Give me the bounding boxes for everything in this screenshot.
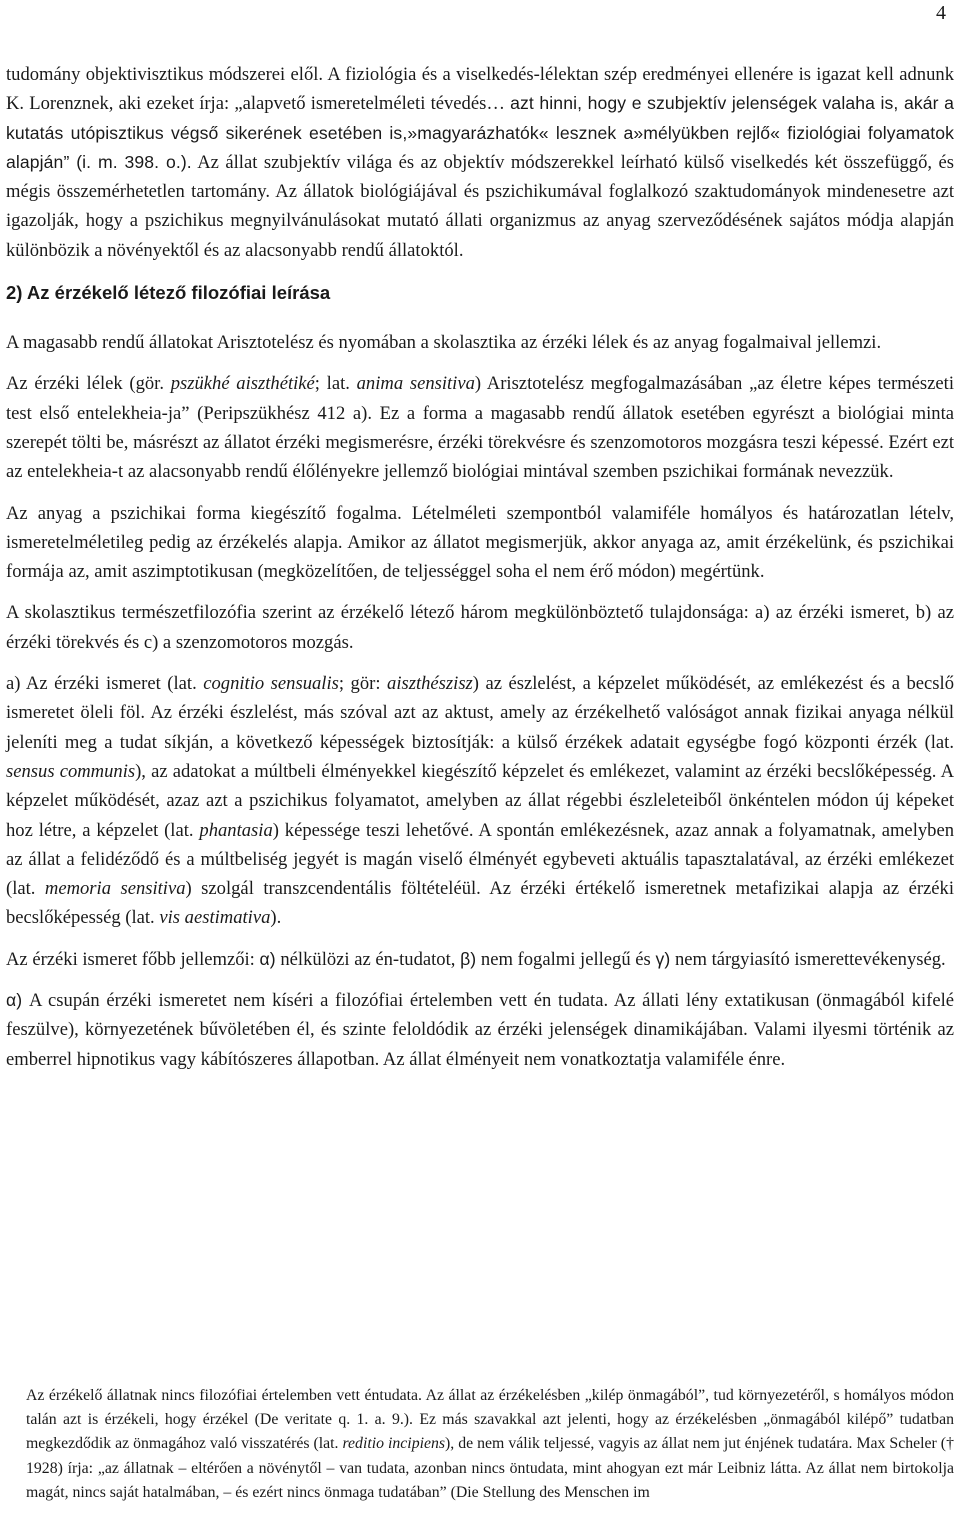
text: ) képessége teszi lehetővé. A spontán emlékezésnek, azaz annak a folyamatnak, amelyben az állat a felidéződő és a múltbeliség jegyét is magán viselő élményét egybeveti aktuális tapasztalatával, az érzéki emlékezet (lat. xyxy=(6,819,954,900)
paragraph-three-properties: A skolasztikus természetfilozófia szerint az érzékelő létező három megkülönböztető tulajdonsága: a) az érzéki ismeret, b) az érzéki törekvés és c) a szenzomotoros mozgás. xyxy=(6,602,954,653)
paragraph-matter: Az anyag a pszichikai forma kiegészítő fogalma. Lételméleti szempontból valamiféle homályos és határozatlan lételv, ismeretelméletileg pedig az érzékelés alapja. Amikor az állatot megismerjük, akkor anyaga az, amit érzékelünk, és pszichikai formája az, amit aszimptotikusan (megközelítően, de teljességgel soha el nem érő módon) megértünk. xyxy=(6,502,954,583)
latin-term: vis aestimativa xyxy=(159,907,271,929)
paragraph-intro xyxy=(6,60,954,265)
paragraph-aristotle: A magasabb rendű állatokat Arisztotelész és nyomában a skolasztika az érzéki lélek és az anyag fogalmaival jellemzi. xyxy=(6,332,882,354)
greek-term: aiszthészisz xyxy=(387,673,473,695)
greek-letter: β) xyxy=(460,948,477,969)
text: ) az észlelést, a képzelet működését, az emlékezést és a becslő ismeretet öleli föl. Az érzéki észlelést, más szóval azt az aktust, amely az érzékelhető valóságot annak fizikai anyaga nélkül jeleníti meg a tudat síkján, a következő képességek biztosítják: a külső érzékek adatait egységbe fogó központi érzék (lat. xyxy=(6,673,954,753)
greek-letter: γ) xyxy=(655,948,671,969)
greek-letter: α) xyxy=(259,948,276,969)
footnote xyxy=(26,1384,954,1505)
intro-text-1: tudomány objektivisztikus módszerei elől. A fiziológia és a viselkedés-lélektan szép eredményei ellenére is igazat kell adnunk K. Lorenznek, aki ezeket írja: „alapvető ismeretelméleti tévedés… xyxy=(6,64,954,115)
text: Az érzéki ismeret főbb jellemzői: xyxy=(6,948,260,970)
paragraph-sensitive-soul xyxy=(6,369,954,486)
text: ) Arisztotelész megfogalmazásában „az életre képes természeti test első entelekheia-ja” (Peripszükhész 412 a). Ez a forma a magasabb rendű állatok esetében egyrészt a biológiai minta szerepét tölti be, másrészt az állatot érzéki megismerésre, érzéki törekvésre és szenzomotoros mozgásra teszi képessé. Ezért ezt az entelekheia-t az alacsonyabb rendű élőlényekre jellemző biológiai mintával szemben pszichikai formának nevezzük. xyxy=(6,373,954,483)
paragraph-sensory-knowledge xyxy=(6,669,954,933)
latin-term: sensus communis xyxy=(6,760,136,782)
text: A csupán érzéki ismeretet nem kíséri a filozófiai értelemben vett én tudata. Az állati lény extatikusan (önmagából kifelé feszülve), környezetének bűvöletében él, és szinte feloldódik az érzéki jelenségek dinamikájában. Valami ilyesmi történik az emberrel hipnotikus vagy kábítószeres állapotban. Az állat élményeit nem vonatkoztatja valamiféle énre. xyxy=(6,990,954,1070)
text: nem fogalmi jellegű és xyxy=(476,948,656,970)
text: a) Az érzéki ismeret (lat. xyxy=(6,673,204,695)
intro-text-2: Az állat szubjektív világa és az objektív módszerekkel leírható külső viselkedés két összefüggő, és mégis összemérhetetlen tartomány. Az állatok biológiájával és pszichikumával foglalkozó szaktudományok mindenesetre azt igazolják, hogy a pszichikus megnyilvánulásokat mutató állati organizmus az anyag szerveződésének sajátos módja alapján különbözik a növényektől és az alacsonyabb rendű állatoktól. xyxy=(6,151,955,261)
text: Az érzéki lélek (gör. xyxy=(6,373,171,395)
text: ) szolgál transzcendentális föltételéül. Az érzéki értékelő ismeretnek metafizikai alapja az érzéki becslőképesség (lat. xyxy=(6,878,954,929)
greek-letter: α) xyxy=(6,990,23,1011)
paragraph-characteristics xyxy=(6,945,954,974)
latin-term: phantasia xyxy=(199,819,273,841)
latin-term: cognitio sensualis xyxy=(203,673,339,695)
latin-term: reditio incipiens xyxy=(342,1435,446,1453)
greek-term: pszükhé aiszthétiké xyxy=(170,373,315,395)
text: ). xyxy=(270,907,282,929)
text: ), az adatokat a múltbeli élményekkel kiegészítő képzelet és emlékezet, valamint az érzéki becslőképesség. A képzelet működését, azaz azt a pszichikus folyamatot, amelyben az állat régebbi észleleteiből önkéntelen módon új képeket hoz létre, a képzelet (lat. xyxy=(6,760,954,841)
lorenz-quote: azt hinni, hogy e szubjektív jelenségek valaha is, akár a kutatás utópisztikus végső sikerének esetében is,»magyarázhatók« lesznek a»mélyükben rejlő« fiziológiai folyamatok alapján” (i. m. 398. o.). xyxy=(6,93,954,172)
text: Az érzékelő állatnak nincs filozófiai értelemben vett éntudata. Az állat az érzékelésben „kilép önmagából”, tud környezetéről, s homályos módon talán azt is érzékeli, hogy érzékel (De veritate q. 1. a. 9.). Ez más szavakkal azt jelenti, hogy az érzékelésben „önmagából kilépő” tudatban megkezdődik az önmagához való visszatérés (lat. xyxy=(26,1387,954,1453)
section-heading: 2) Az érzékelő létező filozófiai leírása xyxy=(6,282,331,304)
document-body xyxy=(6,60,954,1074)
latin-term: anima sensitiva xyxy=(356,373,475,395)
text: ), de nem válik teljessé, vagyis az állat nem jut énjének tudatára. Max Scheler († 1928) írja: „az állatnak – eltérően a növénytől – van tudata, azonban nincs öntudata, mint ahogyan ezt már Leibniz látta. Az állat nem birtokolja magát, nincs saját hatalmában, – és ezért nincs önmaga tudatában” (Die Stellung des Menschen im xyxy=(26,1435,954,1501)
text: ; gör: xyxy=(338,673,388,695)
text: nem tárgyiasító ismerettevékenység. xyxy=(670,948,946,970)
text: nélkülözi az én-tudatot, xyxy=(275,948,461,970)
paragraph-alpha xyxy=(6,986,954,1074)
text: ; lat. xyxy=(314,373,357,395)
page-number: 4 xyxy=(936,2,946,24)
latin-term: memoria sensitiva xyxy=(44,878,186,900)
